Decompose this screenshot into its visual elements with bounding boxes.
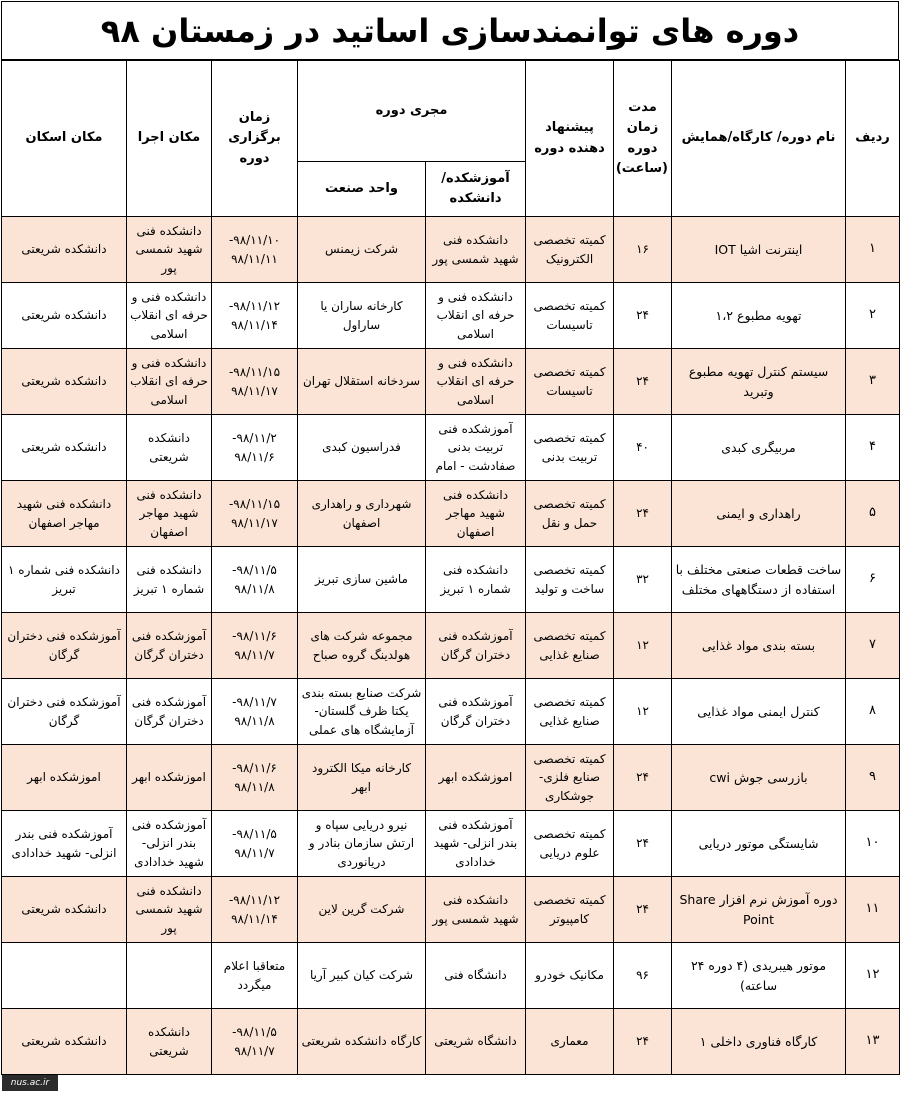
cell-executor-school: دانشکده فنی شماره ۱ تبریز bbox=[426, 547, 526, 613]
table-row bbox=[2, 877, 900, 943]
cell-duration: ۲۴ bbox=[614, 877, 672, 943]
cell-accommodation: دانشکده شریعتی bbox=[2, 283, 127, 349]
cell-proposer: کمیته تخصصی تاسیسات bbox=[526, 283, 614, 349]
cell-executor-industry: شرکت زیمنس bbox=[298, 217, 426, 283]
header-row bbox=[2, 61, 900, 162]
cell-executor-school: دانشگاه فنی bbox=[426, 943, 526, 1009]
cell-executor-school: آموزشکده فنی دختران گرگان bbox=[426, 679, 526, 745]
cell-proposer: کمیته تخصصی حمل و نقل bbox=[526, 481, 614, 547]
cell-executor-school: دانشگاه شریعتی bbox=[426, 1009, 526, 1075]
cell-row-no: ۱۰ bbox=[846, 811, 900, 877]
cell-course-name: ساخت قطعات صنعتی مختلف با استفاده از دستگاههای مختلف bbox=[672, 547, 846, 613]
table-row bbox=[2, 679, 900, 745]
cell-duration: ۱۲ bbox=[614, 613, 672, 679]
cell-accommodation bbox=[2, 943, 127, 1009]
cell-duration: ۲۴ bbox=[614, 283, 672, 349]
cell-duration: ۲۴ bbox=[614, 349, 672, 415]
cell-accommodation: دانشکده شریعتی bbox=[2, 1009, 127, 1075]
cell-row-no: ۹ bbox=[846, 745, 900, 811]
cell-duration: ۲۴ bbox=[614, 811, 672, 877]
cell-course-name: سیستم کنترل تهویه مطبوع وتبرید bbox=[672, 349, 846, 415]
cell-executor-industry: شرکت گرین لاین bbox=[298, 877, 426, 943]
cell-executor-industry: کارخانه میکا الکترود ابهر bbox=[298, 745, 426, 811]
header-proposer: پیشنهاد دهنده دوره bbox=[526, 61, 614, 217]
cell-venue bbox=[127, 943, 212, 1009]
cell-proposer: مکانیک خودرو bbox=[526, 943, 614, 1009]
cell-row-no: ۷ bbox=[846, 613, 900, 679]
cell-duration: ۲۴ bbox=[614, 1009, 672, 1075]
cell-row-no: ۲ bbox=[846, 283, 900, 349]
cell-accommodation: دانشکده شریعتی bbox=[2, 217, 127, 283]
cell-accommodation: آموزشکده فنی دختران گرگان bbox=[2, 613, 127, 679]
cell-venue: دانشکده فنی و حرفه ای انقلاب اسلامی bbox=[127, 283, 212, 349]
table-row bbox=[2, 547, 900, 613]
cell-proposer: کمیته تخصصی تاسیسات bbox=[526, 349, 614, 415]
cell-course-name: اینترنت اشیا IOT bbox=[672, 217, 846, 283]
cell-course-name: بازرسی جوش cwi bbox=[672, 745, 846, 811]
page-title: دوره های توانمندسازی اساتید در زمستان ۹۸ bbox=[1, 1, 899, 60]
cell-course-name: راهداری و ایمنی bbox=[672, 481, 846, 547]
header-executor: مجری دوره bbox=[298, 61, 526, 162]
cell-proposer: کمیته تخصصی علوم دریایی bbox=[526, 811, 614, 877]
cell-accommodation: اموزشکده ابهر bbox=[2, 745, 127, 811]
cell-executor-industry: کارگاه دانشکده شریعتی bbox=[298, 1009, 426, 1075]
courses-table bbox=[1, 60, 900, 1075]
cell-schedule: ۹۸/۱۱/۱۲- ۹۸/۱۱/۱۴ bbox=[212, 283, 298, 349]
cell-course-name: کارگاه فناوری داخلی ۱ bbox=[672, 1009, 846, 1075]
table-body bbox=[2, 217, 900, 1075]
cell-proposer: کمیته تخصصی کامپیوتر bbox=[526, 877, 614, 943]
header-executor-school: آموزشکده/ دانشکده bbox=[426, 162, 526, 217]
cell-row-no: ۵ bbox=[846, 481, 900, 547]
cell-row-no: ۶ bbox=[846, 547, 900, 613]
table-row bbox=[2, 943, 900, 1009]
table-row bbox=[2, 283, 900, 349]
table-row bbox=[2, 349, 900, 415]
header-executor-industry: واحد صنعت bbox=[298, 162, 426, 217]
table-row bbox=[2, 1009, 900, 1075]
cell-venue: دانشکده شریعتی bbox=[127, 415, 212, 481]
cell-executor-school: دانشکده فنی شهید شمسی پور bbox=[426, 217, 526, 283]
cell-executor-industry: شهرداری و راهداری اصفهان bbox=[298, 481, 426, 547]
cell-course-name: شایستگی موتور دریایی bbox=[672, 811, 846, 877]
table-row bbox=[2, 811, 900, 877]
cell-row-no: ۳ bbox=[846, 349, 900, 415]
cell-schedule: ۹۸/۱۱/۵- ۹۸/۱۱/۷ bbox=[212, 811, 298, 877]
cell-schedule: متعاقبا اعلام میگردد bbox=[212, 943, 298, 1009]
cell-venue: دانشکده فنی شهید شمسی پور bbox=[127, 217, 212, 283]
site-logo: nus.ac.ir bbox=[2, 1075, 58, 1091]
cell-schedule: ۹۸/۱۱/۶- ۹۸/۱۱/۷ bbox=[212, 613, 298, 679]
cell-duration: ۴۰ bbox=[614, 415, 672, 481]
cell-duration: ۲۴ bbox=[614, 745, 672, 811]
header-schedule: زمان برگزاری دوره bbox=[212, 61, 298, 217]
cell-venue: دانشکده فنی شماره ۱ تبریز bbox=[127, 547, 212, 613]
cell-executor-school: دانشکده فنی و حرفه ای انقلاب اسلامی bbox=[426, 283, 526, 349]
header-duration: مدت زمان دوره (ساعت) bbox=[614, 61, 672, 217]
cell-row-no: ۸ bbox=[846, 679, 900, 745]
cell-accommodation: آموزشکده فنی دختران گرگان bbox=[2, 679, 127, 745]
cell-accommodation: دانشکده فنی شماره ۱ تبریز bbox=[2, 547, 127, 613]
cell-course-name: مربیگری کبدی bbox=[672, 415, 846, 481]
cell-executor-school: آموزشکده فنی تربیت بدنی صفادشت - امام bbox=[426, 415, 526, 481]
cell-executor-industry: شرکت صنایع بسته بندی یکتا ظرف گلستان- آزمایشگاه های عملی bbox=[298, 679, 426, 745]
cell-proposer: کمیته تخصصی صنایع غذایی bbox=[526, 679, 614, 745]
cell-row-no: ۱۱ bbox=[846, 877, 900, 943]
cell-venue: آموزشکده فنی دختران گرگان bbox=[127, 679, 212, 745]
cell-proposer: کمیته تخصصی ساخت و تولید bbox=[526, 547, 614, 613]
cell-executor-industry: شرکت کیان کبیر آریا bbox=[298, 943, 426, 1009]
cell-duration: ۳۲ bbox=[614, 547, 672, 613]
cell-schedule: ۹۸/۱۱/۵- ۹۸/۱۱/۸ bbox=[212, 547, 298, 613]
cell-course-name: کنترل ایمنی مواد غذایی bbox=[672, 679, 846, 745]
table-row bbox=[2, 481, 900, 547]
cell-course-name: تهویه مطبوع ۱،۲ bbox=[672, 283, 846, 349]
cell-proposer: معماری bbox=[526, 1009, 614, 1075]
cell-executor-industry: مجموعه شرکت های هولدینگ گروه صباح bbox=[298, 613, 426, 679]
header-accommodation: مکان اسکان bbox=[2, 61, 127, 217]
cell-row-no: ۱ bbox=[846, 217, 900, 283]
cell-proposer: کمیته تخصصی تربیت بدنی bbox=[526, 415, 614, 481]
cell-course-name: بسته بندی مواد غذایی bbox=[672, 613, 846, 679]
cell-duration: ۹۶ bbox=[614, 943, 672, 1009]
cell-venue: آموزشکده فنی بندر انزلی- شهید خدادادی bbox=[127, 811, 212, 877]
cell-executor-industry: ماشین سازی تبریز bbox=[298, 547, 426, 613]
cell-executor-industry: سردخانه استقلال تهران bbox=[298, 349, 426, 415]
cell-venue: دانشکده شریعتی bbox=[127, 1009, 212, 1075]
cell-accommodation: دانشکده شریعتی bbox=[2, 349, 127, 415]
cell-proposer: کمیته تخصصی صنایع غذایی bbox=[526, 613, 614, 679]
cell-executor-industry: فدراسیون کبدی bbox=[298, 415, 426, 481]
cell-executor-school: آموزشکده فنی بندر انزلی- شهید خدادادی bbox=[426, 811, 526, 877]
cell-schedule: ۹۸/۱۱/۷- ۹۸/۱۱/۸ bbox=[212, 679, 298, 745]
cell-executor-school: آموزشکده فنی دختران گرگان bbox=[426, 613, 526, 679]
cell-accommodation: آموزشکده فنی بندر انزلی- شهید خدادادی bbox=[2, 811, 127, 877]
table-row bbox=[2, 217, 900, 283]
cell-venue: اموزشکده ابهر bbox=[127, 745, 212, 811]
cell-proposer: کمیته تخصصی صنایع فلزی- جوشکاری bbox=[526, 745, 614, 811]
cell-course-name: دوره آموزش نرم افزار Share Point bbox=[672, 877, 846, 943]
cell-schedule: ۹۸/۱۱/۲- ۹۸/۱۱/۶ bbox=[212, 415, 298, 481]
cell-row-no: ۱۳ bbox=[846, 1009, 900, 1075]
cell-executor-school: اموزشکده ابهر bbox=[426, 745, 526, 811]
cell-duration: ۲۴ bbox=[614, 481, 672, 547]
table-row bbox=[2, 745, 900, 811]
cell-venue: آموزشکده فنی دختران گرگان bbox=[127, 613, 212, 679]
cell-schedule: ۹۸/۱۱/۱۵- ۹۸/۱۱/۱۷ bbox=[212, 481, 298, 547]
cell-schedule: ۹۸/۱۱/۱۰- ۹۸/۱۱/۱۱ bbox=[212, 217, 298, 283]
cell-venue: دانشکده فنی شهید شمسی پور bbox=[127, 877, 212, 943]
cell-venue: دانشکده فنی شهید مهاجر اصفهان bbox=[127, 481, 212, 547]
cell-duration: ۱۲ bbox=[614, 679, 672, 745]
cell-accommodation: دانشکده شریعتی bbox=[2, 415, 127, 481]
cell-accommodation: دانشکده فنی شهید مهاجر اصفهان bbox=[2, 481, 127, 547]
cell-executor-industry: کارخانه ساران یا ساراول bbox=[298, 283, 426, 349]
cell-executor-school: دانشکده فنی شهید شمسی پور bbox=[426, 877, 526, 943]
cell-row-no: ۱۲ bbox=[846, 943, 900, 1009]
cell-executor-school: دانشکده فنی شهید مهاجر اصفهان bbox=[426, 481, 526, 547]
cell-executor-industry: نیرو دریایی سپاه و ارتش سازمان بنادر و دریانوردی bbox=[298, 811, 426, 877]
cell-proposer: کمیته تخصصی الکترونیک bbox=[526, 217, 614, 283]
cell-venue: دانشکده فنی و حرفه ای انقلاب اسلامی bbox=[127, 349, 212, 415]
cell-schedule: ۹۸/۱۱/۱۲- ۹۸/۱۱/۱۴ bbox=[212, 877, 298, 943]
cell-schedule: ۹۸/۱۱/۶- ۹۸/۱۱/۸ bbox=[212, 745, 298, 811]
cell-duration: ۱۶ bbox=[614, 217, 672, 283]
cell-course-name: موتور هیبریدی (۴ دوره ۲۴ ساعته) bbox=[672, 943, 846, 1009]
table-row bbox=[2, 415, 900, 481]
cell-schedule: ۹۸/۱۱/۵- ۹۸/۱۱/۷ bbox=[212, 1009, 298, 1075]
header-course-name: نام دوره/ کارگاه/همایش bbox=[672, 61, 846, 217]
cell-executor-school: دانشکده فنی و حرفه ای انقلاب اسلامی bbox=[426, 349, 526, 415]
header-venue: مکان اجرا bbox=[127, 61, 212, 217]
cell-schedule: ۹۸/۱۱/۱۵- ۹۸/۱۱/۱۷ bbox=[212, 349, 298, 415]
cell-row-no: ۴ bbox=[846, 415, 900, 481]
header-row-no: ردیف bbox=[846, 61, 900, 217]
cell-accommodation: دانشکده شریعتی bbox=[2, 877, 127, 943]
table-row bbox=[2, 613, 900, 679]
